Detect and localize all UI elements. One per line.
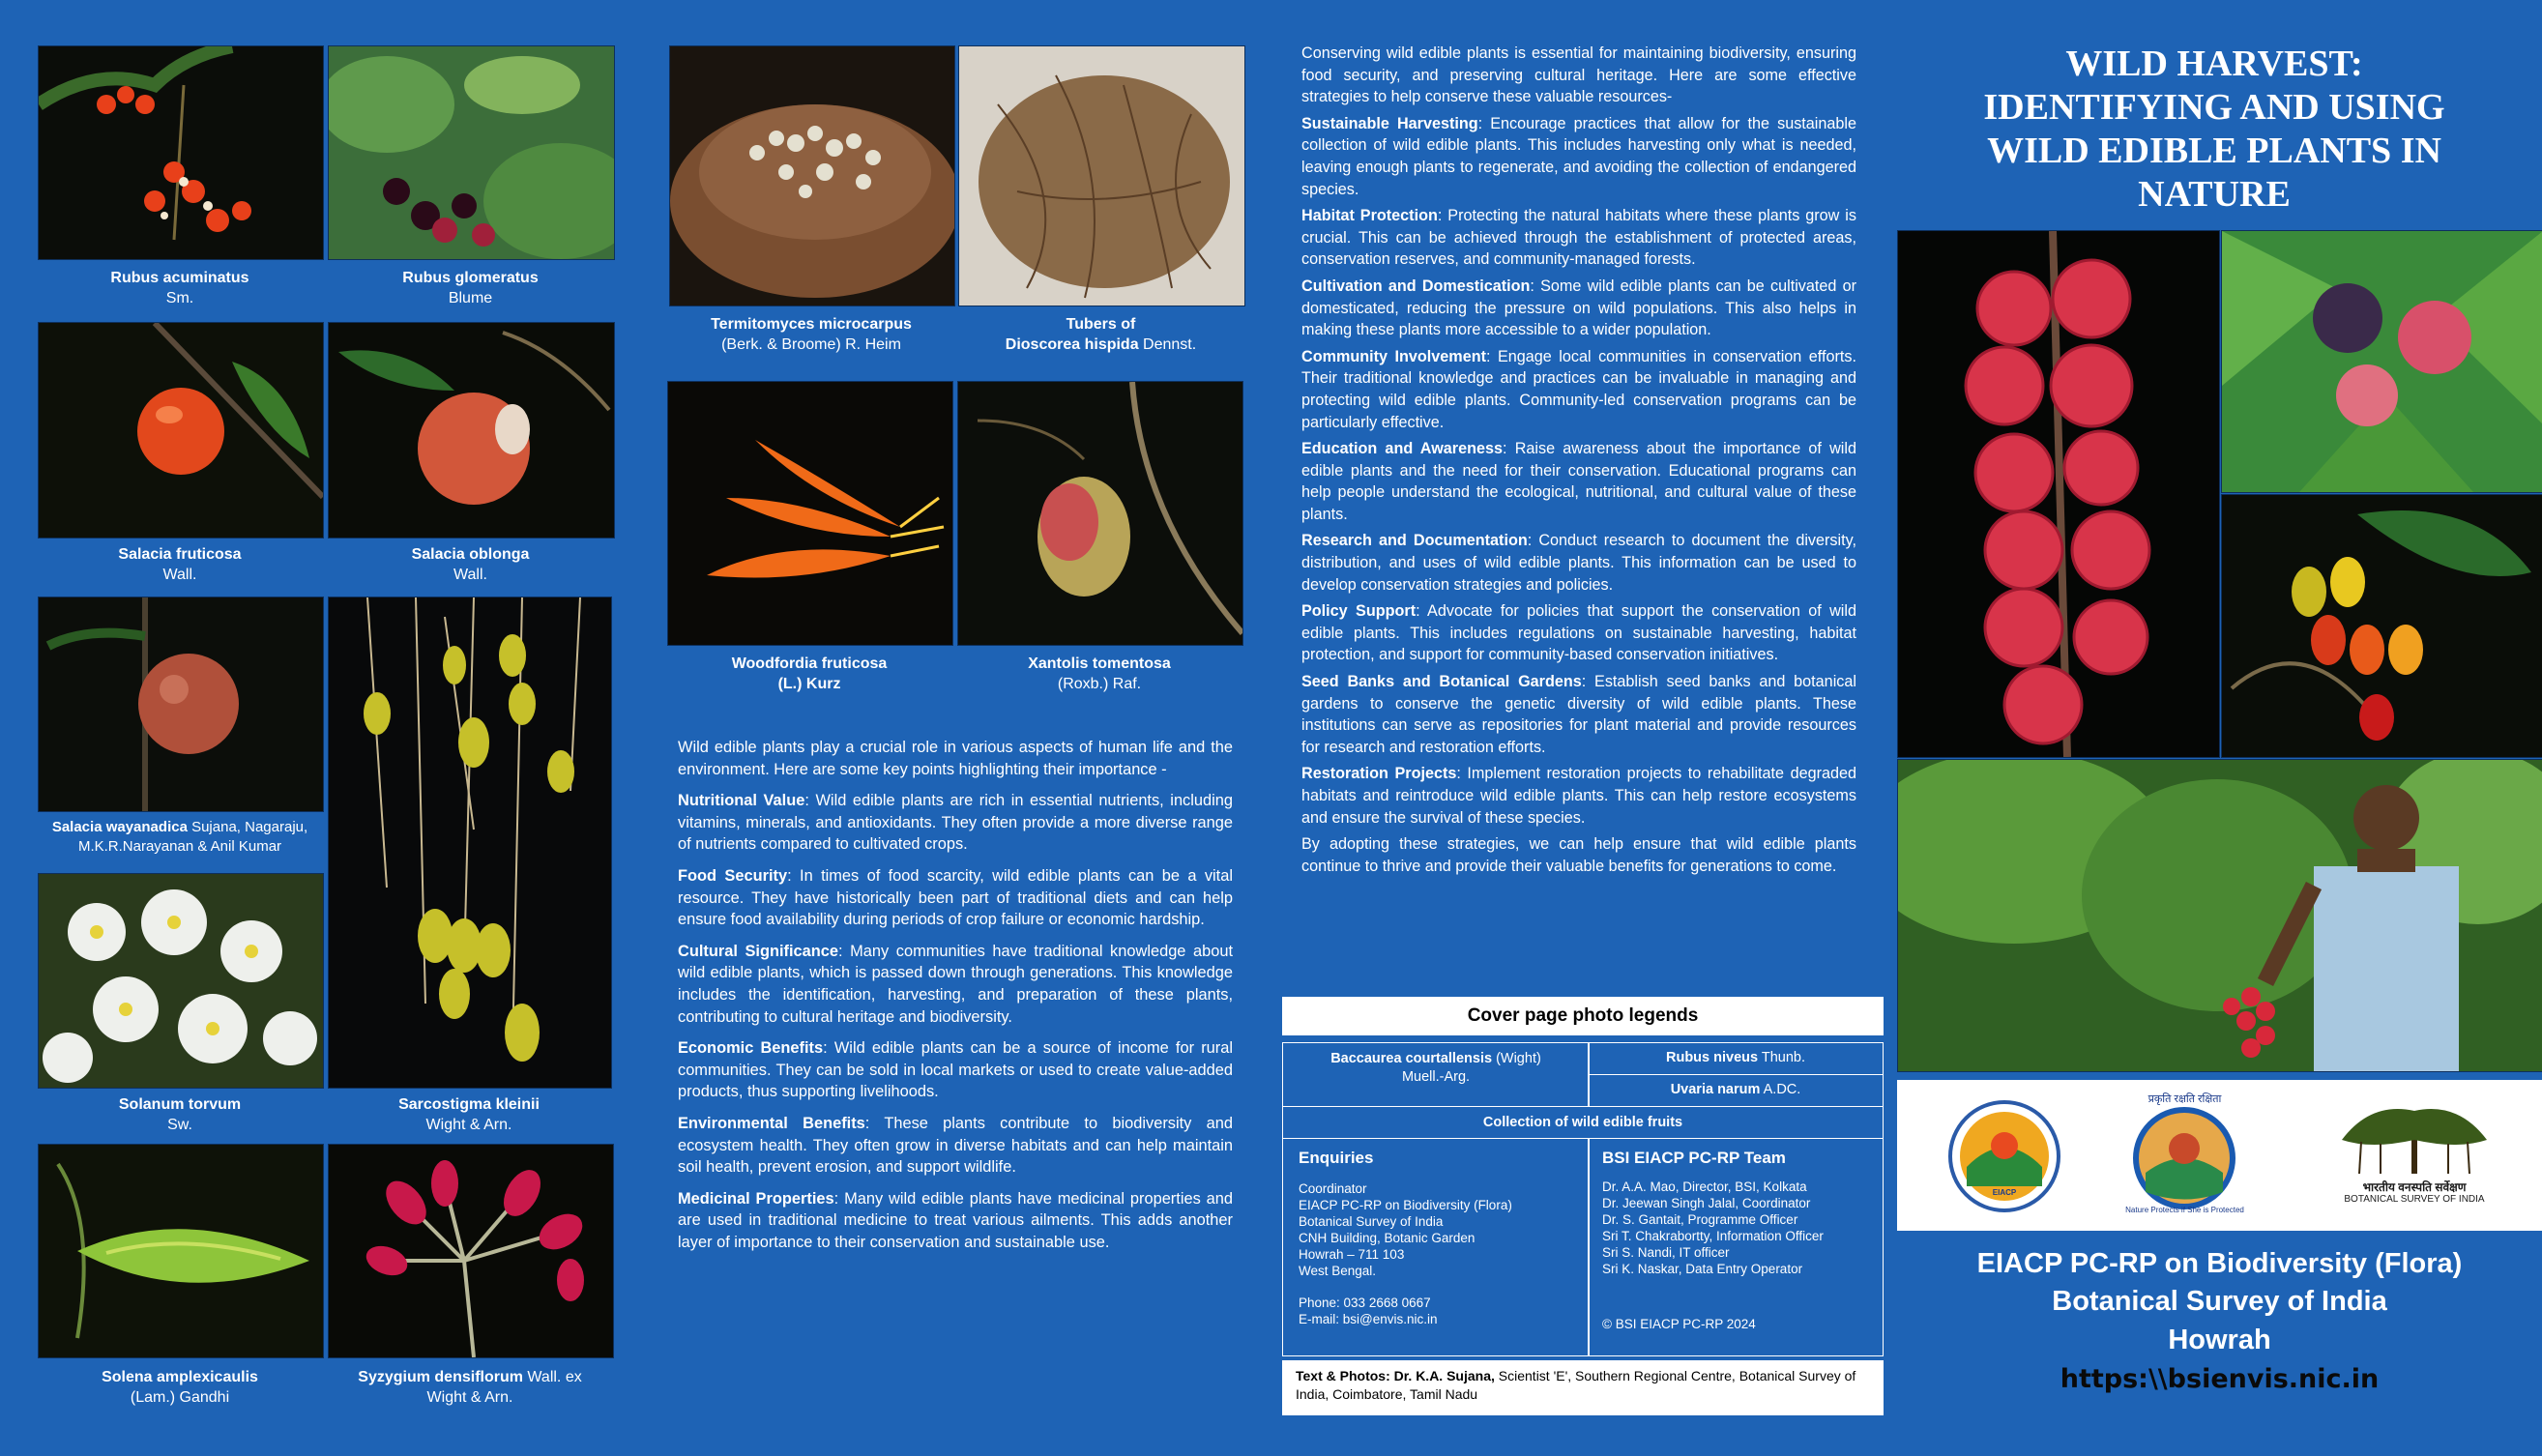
- photo-salacia-wayanadica: [38, 597, 324, 812]
- enquiries-line: Coordinator: [1299, 1181, 1367, 1196]
- legend-cell-uvaria: Uvaria narum A.DC.: [1588, 1074, 1884, 1107]
- caption-salacia-oblonga: Salacia oblonga Wall.: [411, 546, 530, 583]
- caption-salacia-fruticosa: Salacia fruticosa Wall.: [118, 546, 242, 583]
- enquiries-line: CNH Building, Botanic Garden: [1299, 1231, 1476, 1245]
- cover-photo-rubus-niveus: [2221, 230, 2542, 493]
- conservation-point: Education and Awareness: Raise awareness about the importance of wild edible plants and the need for their conservation. Educational programs can help people understand the ecological, nutritional, and cultural value of these plants.: [1301, 440, 1856, 523]
- cover-footer-programme: EIACP PC-RP on Biodiversity (Flora): [1976, 1248, 2463, 1279]
- team-box: [1588, 1138, 1884, 1356]
- photo-woodfordia-fruticosa: [667, 381, 953, 646]
- team-copyright: © BSI EIACP PC-RP 2024: [1602, 1317, 1756, 1331]
- caption-dioscorea: Tubers of Dioscorea hispida Dennst.: [1005, 316, 1197, 353]
- conservation-point: Research and Documentation: Conduct research to document the diversity, distribution, and uses of wild edible plants. This information can be used to develop conservation strategies and policies.: [1301, 532, 1856, 594]
- caption-rubus-glomeratus: Rubus glomeratus Blume: [402, 270, 539, 306]
- importance-point: Food Security: In times of food scarcity, wild edible plants can be a vital resource. They have historically been part of traditional diets and can help ensure food availability during periods of crop failure or economic hardship.: [678, 866, 1233, 929]
- caption-termitomyces: Termitomyces microcarpus (Berk. & Broome) R. Heim: [711, 316, 912, 353]
- photo-rubus-glomeratus: [328, 45, 615, 260]
- cover-footer-url[interactable]: https:\\bsienvis.nic.in: [2060, 1364, 2380, 1394]
- photo-rubus-acuminatus: [38, 45, 324, 260]
- conservation-point: Restoration Projects: Implement restoration projects to rehabilitate degraded habitats and reintroduce wild edible plants. This can help restore ecosystems and ensure the survival of these species.: [1301, 765, 1856, 827]
- cover-footer-org: Botanical Survey of India: [2052, 1286, 2387, 1317]
- importance-point: Environmental Benefits: These plants contribute to biodiversity and ecosystem health. They often grow in diverse habitats and can help maintain soil health, prevent erosion, and support wildlife.: [678, 1114, 1233, 1177]
- conservation-section: [1301, 43, 1856, 882]
- importance-section: [678, 737, 1233, 1263]
- cover-photo-baccaurea: [1897, 230, 2220, 758]
- conservation-intro: Conserving wild edible plants is essential for maintaining biodiversity, ensuring food security, and preserving cultural heritage. Here are some effective strategies to help conserve these valuable resources-: [1301, 44, 1856, 106]
- conservation-outro: By adopting these strategies, we can help ensure that wild edible plants continue to thrive and provide their valuable benefits for generations to come.: [1301, 835, 1856, 875]
- photo-dioscorea-tubers: [958, 45, 1245, 306]
- enquiries-line: EIACP PC-RP on Biodiversity (Flora): [1299, 1198, 1512, 1212]
- conservation-point: Seed Banks and Botanical Gardens: Establish seed banks and botanical gardens to conserve the genetic diversity of wild edible plants. These institutions can serve as repositories for plant material and provide resources for research and restoration efforts.: [1301, 673, 1856, 756]
- cover-footer-city: Howrah: [2168, 1325, 2271, 1355]
- photo-syzygium-densiflorum: [328, 1144, 614, 1358]
- enquiries-box: [1282, 1138, 1590, 1356]
- cover-photo-collection: [1897, 759, 2542, 1072]
- conservation-point: Community Involvement: Engage local communities in conservation efforts. Their traditional knowledge and practices can be invaluable in managing and protecting wild edible plants. Community-led conservation programs can be particularly effective.: [1301, 347, 1856, 431]
- legend-cell-collection: Collection of wild edible fruits: [1282, 1106, 1884, 1139]
- team-line: Dr. A.A. Mao, Director, BSI, Kolkata: [1602, 1179, 1807, 1194]
- legend-title-bar: [1282, 997, 1884, 1035]
- caption-salacia-wayanadica: Salacia wayanadica Sujana, Nagaraju, M.K.R.Narayanan & Anil Kumar: [51, 819, 308, 855]
- photo-solanum-torvum: [38, 873, 324, 1089]
- enquiries-title: Enquiries: [1299, 1149, 1374, 1167]
- cover-title: WILD HARVEST: IDENTIFYING AND USING WILD EDIBLE PLANTS IN NATURE: [1983, 44, 2445, 215]
- caption-syzygium-densiflorum: Syzygium densiflorum Wall. ex Wight & Arn.: [358, 1369, 582, 1406]
- conservation-point: Habitat Protection: Protecting the natural habitats where these plants grow is crucial. This can be achieved through the establishment of protected areas, conservation reserves, and community-managed forests.: [1301, 207, 1856, 269]
- enquiries-phone: Phone: 033 2668 0667: [1299, 1296, 1431, 1310]
- credits-bar: [1282, 1360, 1884, 1415]
- photo-sarcostigma-kleinii: [328, 597, 612, 1089]
- cover-photo-uvaria: [2221, 494, 2542, 758]
- importance-point: Cultural Significance: Many communities have traditional knowledge about wild edible plants, which is passed down through generations. This knowledge includes the identification, harvesting, and preparation of these plants, contributing to cultural heritage and biodiversity.: [678, 942, 1233, 1026]
- conservation-point: Cultivation and Domestication: Some wild edible plants can be cultivated or domesticated, reducing the pressure on wild populations. This also helps in making these plants more accessible to a wider population.: [1301, 277, 1856, 339]
- legend-cell-rubus-niveus: Rubus niveus Thunb.: [1588, 1042, 1884, 1075]
- logos-strip: [1897, 1080, 2542, 1231]
- bsi-logo: भारतीय वनस्पति सर्वेक्षण BOTANICAL SURVEY OF INDIA: [2323, 1101, 2506, 1208]
- team-line: Dr. S. Gantait, Programme Officer: [1602, 1212, 1798, 1227]
- enquiries-line: Howrah – 711 103: [1299, 1247, 1405, 1262]
- team-line: Sri S. Nandi, IT officer: [1602, 1245, 1730, 1260]
- caption-solena-amplexicaulis: Solena amplexicaulis (Lam.) Gandhi: [102, 1369, 258, 1406]
- credits-detail: Scientist 'E', Southern Regional Centre, Botanical Survey of India, Coimbatore, Tamil Nadu: [1296, 1368, 1856, 1402]
- photo-salacia-fruticosa: [38, 322, 324, 539]
- nature-logo: प्रकृति रक्षति रक्षिता Nature Protects if She is Protected: [2125, 1093, 2244, 1214]
- importance-point: Nutritional Value: Wild edible plants are rich in essential nutrients, including vitamins, minerals, and antioxidants. They often provide a more diverse range of nutrients compared to cultivated crops.: [678, 792, 1233, 854]
- conservation-point: Sustainable Harvesting: Encourage practices that allow for the sustainable collection of wild edible plants. This includes harvesting only what is needed, leaving enough plants to regenerate, and avoiding the collection of endangered species.: [1301, 114, 1856, 198]
- team-title: BSI EIACP PC-RP Team: [1602, 1149, 1786, 1167]
- caption-rubus-acuminatus: Rubus acuminatus Sm.: [110, 270, 249, 306]
- photo-termitomyces: [669, 45, 955, 306]
- credits-label: Text & Photos: Dr. K.A. Sujana,: [1296, 1368, 1495, 1383]
- conservation-point: Policy Support: Advocate for policies that support the conservation of wild edible plants. This includes regulations on sustainable harvesting, habitat protection, and support for community-based conservation initiatives.: [1301, 602, 1856, 664]
- legend-title: Cover page photo legends: [1467, 1005, 1699, 1026]
- photo-salacia-oblonga: [328, 322, 615, 539]
- team-line: Sri T. Chakrabortty, Information Officer: [1602, 1229, 1824, 1243]
- eiacp-logo: EIACP: [1947, 1099, 2061, 1213]
- enquiries-email[interactable]: E-mail: bsi@envis.nic.in: [1299, 1312, 1438, 1326]
- caption-xantolis: Xantolis tomentosa (Roxb.) Raf.: [1028, 655, 1171, 692]
- enquiries-line: Botanical Survey of India: [1299, 1214, 1444, 1229]
- enquiries-line: West Bengal.: [1299, 1264, 1377, 1278]
- team-line: Dr. Jeewan Singh Jalal, Coordinator: [1602, 1196, 1811, 1210]
- importance-intro: Wild edible plants play a crucial role in various aspects of human life and the environment. Here are some key points highlighting their importance -: [678, 739, 1233, 778]
- caption-woodfordia: Woodfordia fruticosa (L.) Kurz: [731, 655, 888, 692]
- importance-point: Economic Benefits: Wild edible plants can be a source of income for rural communities. They can be sold in local markets or used to create value-added products, thus supporting livelihoods.: [678, 1039, 1233, 1101]
- photo-xantolis-tomentosa: [957, 381, 1243, 646]
- legend-cell-baccaurea: Baccaurea courtallensis (Wight) Muell.-Arg.: [1282, 1042, 1590, 1107]
- caption-solanum-torvum: Solanum torvum Sw.: [118, 1096, 242, 1133]
- photo-solena-amplexicaulis: [38, 1144, 324, 1358]
- importance-point: Medicinal Properties: Many wild edible plants have medicinal properties and are used in traditional medicine to treat various ailments. This adds another layer of importance to their conservation and sustainable use.: [678, 1189, 1233, 1251]
- team-line: Sri K. Naskar, Data Entry Operator: [1602, 1262, 1803, 1276]
- caption-sarcostigma-kleinii: Sarcostigma kleinii Wight & Arn.: [398, 1096, 540, 1133]
